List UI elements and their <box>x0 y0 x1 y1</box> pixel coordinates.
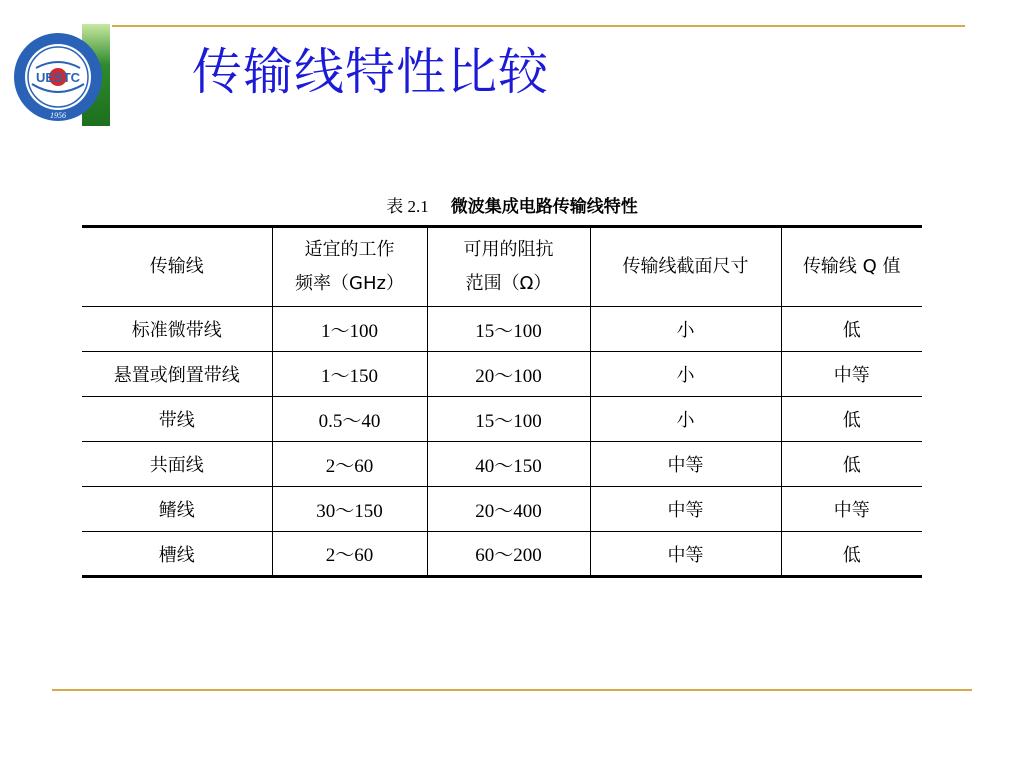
table-row <box>82 442 922 487</box>
table-row <box>82 397 922 442</box>
table-cell: 带线 <box>158 410 195 431</box>
table-cell: 15～100 <box>427 397 590 442</box>
table-caption-title: 微波集成电路传输线特性 <box>450 197 638 217</box>
table-cell: 中等 <box>590 442 781 487</box>
table-cell: 低 <box>781 397 922 442</box>
transmission-line-table <box>82 225 922 578</box>
table-cell: 小 <box>590 352 781 397</box>
table-cell: 60～200 <box>427 532 590 577</box>
table-cell: 30～150 <box>272 487 427 532</box>
slide-title: 传输线特性比较 <box>192 43 549 101</box>
table-cell: 2～60 <box>272 532 427 577</box>
university-logo-icon <box>10 28 110 126</box>
table-cell: 1～150 <box>272 352 427 397</box>
table-cell: 鳍线 <box>158 500 195 521</box>
table-cell: 中等 <box>590 532 781 577</box>
table-cell: 悬置或倒置带线 <box>113 365 240 386</box>
table-header-row <box>82 227 922 307</box>
table-cell: 中等 <box>781 352 922 397</box>
bottom-divider <box>52 689 972 691</box>
table-cell: 低 <box>781 532 922 577</box>
table-cell: 20～100 <box>427 352 590 397</box>
table-row <box>82 532 922 577</box>
header-cell: 可用的阻抗 范围（Ω） <box>427 227 590 307</box>
top-divider <box>112 25 965 27</box>
table-cell: 低 <box>781 307 922 352</box>
table-cell: 15～100 <box>427 307 590 352</box>
logo-text: UESTC <box>35 70 81 85</box>
header-cell: 传输线截面尺寸 <box>590 227 781 307</box>
table-row <box>82 487 922 532</box>
table-cell: 中等 <box>590 487 781 532</box>
table-cell: 槽线 <box>158 544 195 566</box>
table-caption-number: 表 2.1 <box>386 197 429 216</box>
table-cell: 标准微带线 <box>131 320 222 341</box>
header-cell: 传输线 Q 值 <box>781 227 922 307</box>
logo-year: 1956 <box>50 111 66 120</box>
table-cell: 40～150 <box>427 442 590 487</box>
table-cell: 小 <box>590 307 781 352</box>
table-cell: 中等 <box>781 487 922 532</box>
table-cell: 共面线 <box>149 455 204 476</box>
table-cell: 2～60 <box>272 442 427 487</box>
header-cell: 适宜的工作 频率（GHz） <box>272 227 427 307</box>
table-cell: 20～400 <box>427 487 590 532</box>
table-cell: 1～100 <box>272 307 427 352</box>
table-row <box>82 307 922 352</box>
table-cell: 小 <box>590 397 781 442</box>
table-cell: 低 <box>781 442 922 487</box>
table-row <box>82 352 922 397</box>
table-cell: 0.5～40 <box>272 397 427 442</box>
table-caption <box>0 192 1024 217</box>
header-cell: 传输线 <box>149 256 204 277</box>
